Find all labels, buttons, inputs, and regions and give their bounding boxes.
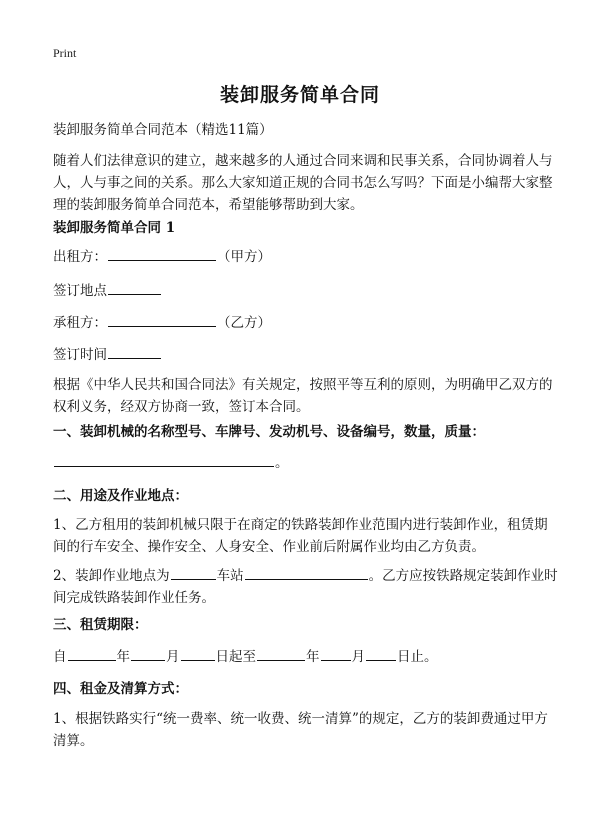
sign-place-line	[53, 280, 558, 302]
lessee-line	[53, 312, 558, 334]
term-year: 年	[116, 649, 130, 665]
clause-4-title: 四、租金及清算方式：	[53, 681, 188, 697]
print-label[interactable]: Print	[53, 46, 77, 60]
term-year-2: 年	[306, 649, 320, 665]
start-month-blank	[131, 646, 165, 661]
end-year-blank	[257, 646, 305, 661]
clause-2-item-2	[53, 565, 558, 609]
clause-2-title: 二、用途及作业地点：	[53, 488, 188, 504]
lessor-line	[53, 246, 558, 268]
clause-1-blank	[54, 452, 274, 467]
document-title: 装卸服务简单合同	[219, 84, 380, 106]
lessee-label: 承租方：	[53, 315, 107, 331]
sign-time-line	[53, 344, 558, 366]
sign-time-blank	[108, 344, 161, 359]
lease-term-line	[53, 646, 558, 668]
preamble-paragraph: 根据《中华人民共和国合同法》有关规定，按照平等互利的原则，为明确甲乙双方的权利义务，经双方协商一致，签订本合同。	[53, 377, 553, 415]
clause-1-title: 一、装卸机械的名称型号、车牌号、发动机号、设备编号，数量，质量：	[53, 424, 485, 440]
term-month: 月	[166, 649, 180, 665]
clause-3-title: 三、租赁期限：	[53, 617, 148, 633]
sign-place-blank	[108, 280, 161, 295]
end-month-blank	[321, 646, 351, 661]
end-day-blank	[366, 646, 396, 661]
clause-1-end: 。	[275, 455, 289, 471]
lessor-label: 出租方：	[53, 249, 107, 265]
section-title: 装卸服务简单合同 1	[53, 220, 176, 236]
lessee-blank	[108, 312, 216, 327]
sign-time-label: 签订时间	[53, 347, 107, 363]
clause-2-item-1: 1、乙方租用的装卸机械只限于在商定的铁路装卸作业范围内进行装卸作业，租赁期间的行车安全、操作安全、人身安全、作业前后附属作业均由乙方负责。	[53, 517, 548, 555]
location-blank	[245, 565, 368, 580]
start-day-blank	[181, 646, 215, 661]
clause-1-blank-line	[53, 452, 558, 474]
lessor-blank	[108, 246, 216, 261]
clause-2-item-2-c: 。乙方应按铁路规定装卸作业时间完成铁路装卸作业任务。	[53, 568, 558, 606]
lessor-suffix: （甲方）	[217, 249, 271, 265]
start-year-blank	[68, 646, 116, 661]
term-from: 自	[53, 649, 67, 665]
sign-place-label: 签订地点	[53, 283, 107, 299]
intro-paragraph: 随着人们法律意识的建立，越来越多的人通过合同来调和民事关系，合同协调着人与人，人与事之间的关系。那么大家知道正规的合同书怎么写吗？下面是小编帮大家整理的装卸服务简单合同范本，希望能够帮助到大家。	[53, 153, 553, 213]
lessee-suffix: （乙方）	[217, 315, 271, 331]
station-blank	[171, 565, 216, 580]
term-day-end: 日止。	[397, 649, 438, 665]
term-day-start: 日起至	[215, 649, 256, 665]
clause-4-item-1: 1、根据铁路实行“统一费率、统一收费、统一清算”的规定，乙方的装卸费通过甲方清算。	[53, 711, 548, 749]
clause-2-item-2-b: 车站	[216, 568, 244, 584]
subtitle: 装卸服务简单合同范本（精选11篇）	[53, 122, 273, 138]
term-month-2: 月	[351, 649, 365, 665]
clause-2-item-2-a: 2、装卸作业地点为	[53, 568, 170, 584]
